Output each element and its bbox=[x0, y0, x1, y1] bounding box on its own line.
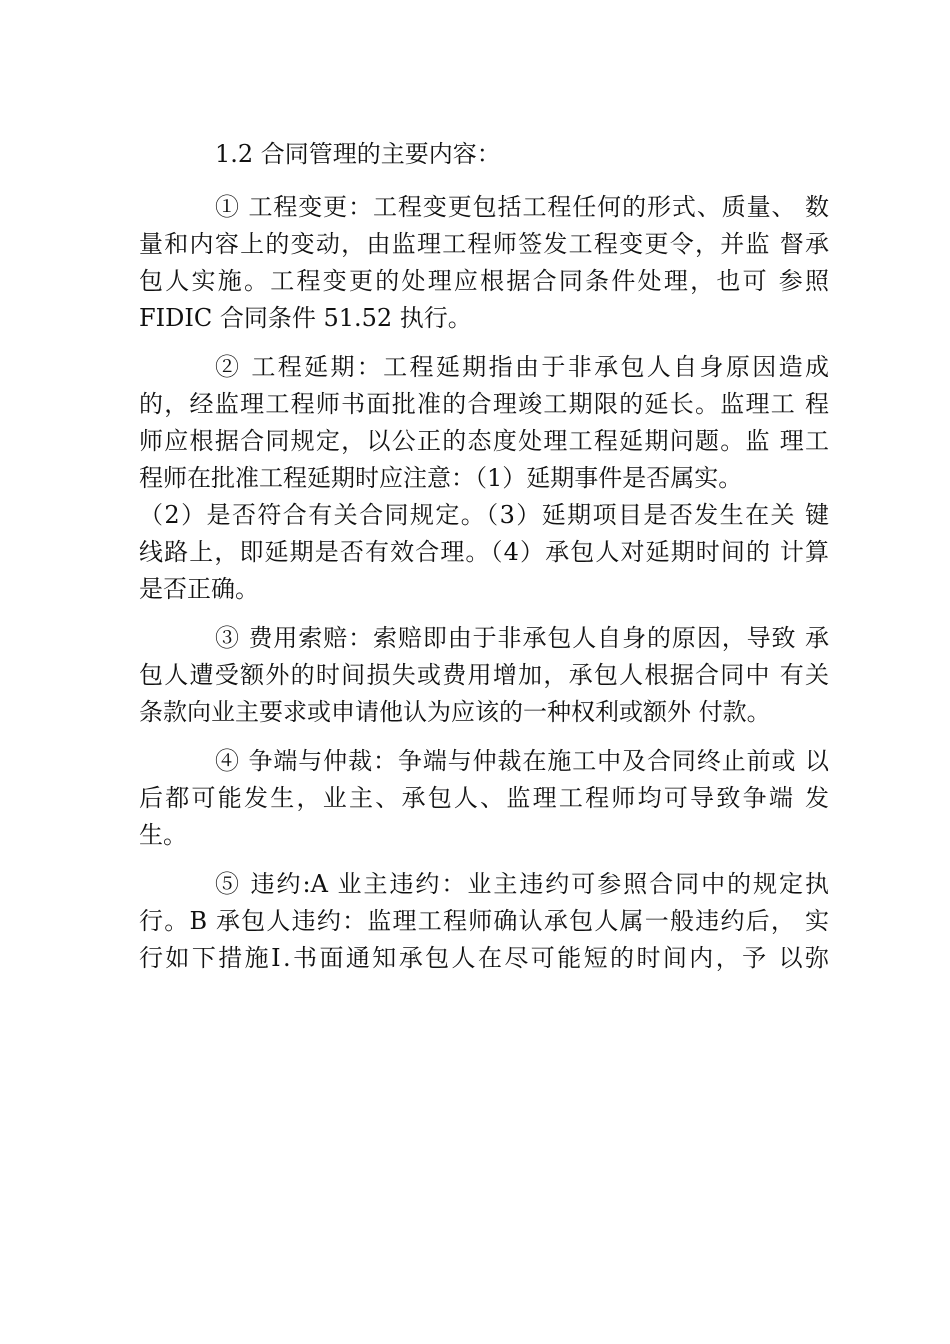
document-body bbox=[139, 136, 829, 989]
text-line: 是否正确。 bbox=[139, 575, 259, 603]
text-line: 程师在批准工程延期时应注意：（1）延期事件是否属实。 bbox=[139, 464, 743, 492]
text-line: ⑤ 违约:A 业主违约：业主违约可参照合同中的规定执 bbox=[215, 870, 829, 898]
text-line: 的，经监理工程师书面批准的合理竣工期限的延长。监理工 程 bbox=[139, 390, 829, 418]
text-line: ② 工程延期：工程延期指由于非承包人自身原因造成 bbox=[215, 353, 829, 381]
paragraph-cost-claim bbox=[139, 620, 829, 731]
text-line: 后都可能发生，业主、承包人、监理工程师均可导致争端 发 bbox=[139, 784, 829, 812]
text-line: 行如下措施Ⅰ.书面通知承包人在尽可能短的时间内，予 以弥 bbox=[139, 944, 829, 972]
text-line: 师应根据合同规定，以公正的态度处理工程延期问题。监 理工 bbox=[139, 427, 829, 455]
text-line: 生。 bbox=[139, 821, 187, 849]
text-line: 量和内容上的变动，由监理工程师签发工程变更令，并监 督承 bbox=[139, 230, 829, 258]
text-line: ③ 费用索赔：索赔即由于非承包人自身的原因，导致 承 bbox=[215, 624, 829, 652]
section-heading: 1.2 合同管理的主要内容： bbox=[215, 140, 501, 168]
text-line: ④ 争端与仲裁：争端与仲裁在施工中及合同终止前或 以 bbox=[215, 747, 829, 775]
text-line: 线路上，即延期是否有效合理。（4）承包人对延期时间的 计算 bbox=[139, 538, 829, 566]
section-heading-block bbox=[139, 136, 829, 173]
paragraph-breach bbox=[139, 866, 829, 977]
text-line: 包人遭受额外的时间损失或费用增加，承包人根据合同中 有关 bbox=[139, 661, 829, 689]
text-line: 包人实施。工程变更的处理应根据合同条件处理，也可 参照 bbox=[139, 267, 829, 295]
text-line: 行。B 承包人违约：监理工程师确认承包人属一般违约后， 实 bbox=[139, 907, 829, 935]
text-line: 条款向业主要求或申请他认为应该的一种权利或额外 付款。 bbox=[139, 698, 771, 726]
text-line: （2）是否符合有关合同规定。（3）延期项目是否发生在关 键 bbox=[139, 501, 829, 529]
paragraph-engineering-delay bbox=[139, 349, 829, 608]
paragraph-dispute-arbitration bbox=[139, 743, 829, 854]
text-line: FIDIC 合同条件 51.52 执行。 bbox=[139, 304, 472, 332]
text-line: ① 工程变更：工程变更包括工程任何的形式、质量、 数 bbox=[215, 193, 829, 221]
paragraph-engineering-change bbox=[139, 189, 829, 337]
